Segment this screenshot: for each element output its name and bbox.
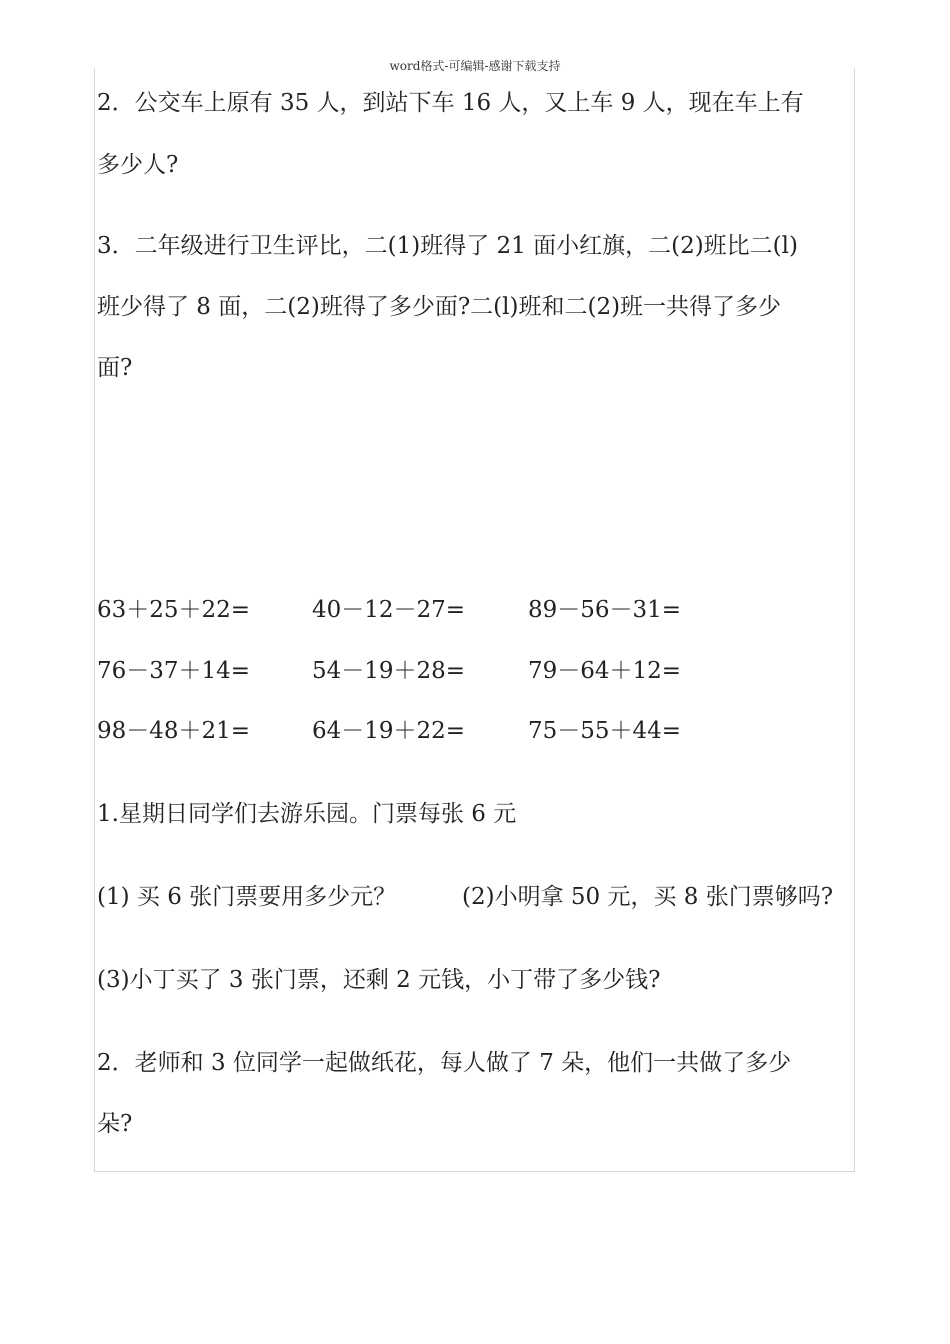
- problem-tickets-q1: (1) 买 6 张门票要用多少元？: [97, 884, 397, 910]
- arithmetic-item: 79－64＋12=: [528, 658, 682, 684]
- problem-flowers-line2: 朵?: [97, 1111, 133, 1137]
- arithmetic-item: 89－56－31=: [528, 597, 682, 623]
- arithmetic-item: 54－19＋28=: [312, 658, 466, 684]
- arithmetic-item: 75－55＋44=: [528, 718, 682, 744]
- arithmetic-item: 40－12－27=: [312, 597, 466, 623]
- problem-flowers-line1: 2．老师和 3 位同学一起做纸花，每人做了 7 朵，他们一共做了多少: [97, 1050, 792, 1076]
- problem-bus-line2: 多少人?: [97, 152, 179, 178]
- problem-flags-line1: 3．二年级进行卫生评比，二(1)班得了 21 面小红旗，二(2)班比二(l): [97, 233, 798, 259]
- page-header: word格式-可编辑-感谢下载支持: [389, 59, 561, 73]
- problem-tickets-q2: (2)小明拿 50 元，买 8 张门票够吗?: [462, 884, 834, 910]
- problem-bus-line1: 2．公交车上原有 35 人，到站下车 16 人，又上车 9 人，现在车上有: [97, 90, 804, 116]
- problem-flags-line2: 班少得了 8 面，二(2)班得了多少面?二(l)班和二(2)班一共得了多少: [97, 294, 782, 320]
- problem-tickets-title: 1.星期日同学们去游乐园。门票每张 6 元: [97, 801, 517, 827]
- arithmetic-item: 98－48＋21=: [97, 718, 251, 744]
- arithmetic-item: 76－37＋14=: [97, 658, 251, 684]
- arithmetic-item: 63＋25＋22=: [97, 597, 251, 623]
- problem-flags-line3: 面?: [97, 355, 133, 381]
- problem-tickets-q3: (3)小丁买了 3 张门票，还剩 2 元钱，小丁带了多少钱?: [97, 967, 661, 993]
- arithmetic-item: 64－19＋22=: [312, 718, 466, 744]
